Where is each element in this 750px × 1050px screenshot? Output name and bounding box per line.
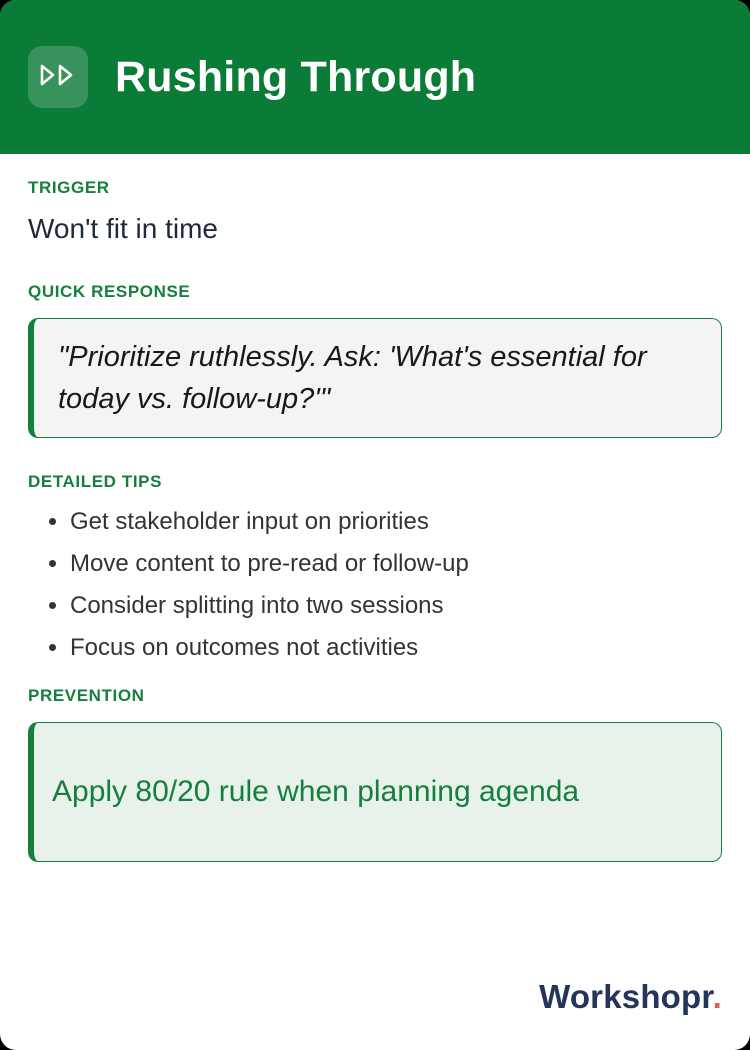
fast-forward-icon xyxy=(38,62,78,93)
quick-response-text: "Prioritize ruthlessly. Ask: 'What's essential for today vs. follow-up?'" xyxy=(58,341,647,415)
detailed-tips-label: DETAILED TIPS xyxy=(28,472,163,491)
prevention-text: Apply 80/20 rule when planning agenda xyxy=(52,775,580,808)
list-item: • Consider splitting into two sessions xyxy=(70,592,722,620)
trigger-text: Won't fit in time xyxy=(28,213,218,244)
prevention-label: PREVENTION xyxy=(28,686,145,705)
list-item: • Move content to pre-read or follow-up xyxy=(70,550,722,578)
brand-dot: . xyxy=(712,978,722,1015)
brand-name: Workshopr xyxy=(539,978,713,1015)
quick-response-box xyxy=(28,318,722,438)
list-item: • Get stakeholder input on priorities xyxy=(70,508,722,536)
prevention-box xyxy=(28,722,722,862)
brand-logo xyxy=(539,978,722,1016)
list-item: • Focus on outcomes not activities xyxy=(70,634,722,662)
card-body xyxy=(0,154,750,862)
detailed-tips-list xyxy=(28,508,722,662)
quick-response-label: QUICK RESPONSE xyxy=(28,282,191,301)
header-icon-box xyxy=(28,46,88,108)
page-title: Rushing Through xyxy=(115,52,477,101)
card-header xyxy=(0,0,750,154)
trigger-label: TRIGGER xyxy=(28,178,110,197)
